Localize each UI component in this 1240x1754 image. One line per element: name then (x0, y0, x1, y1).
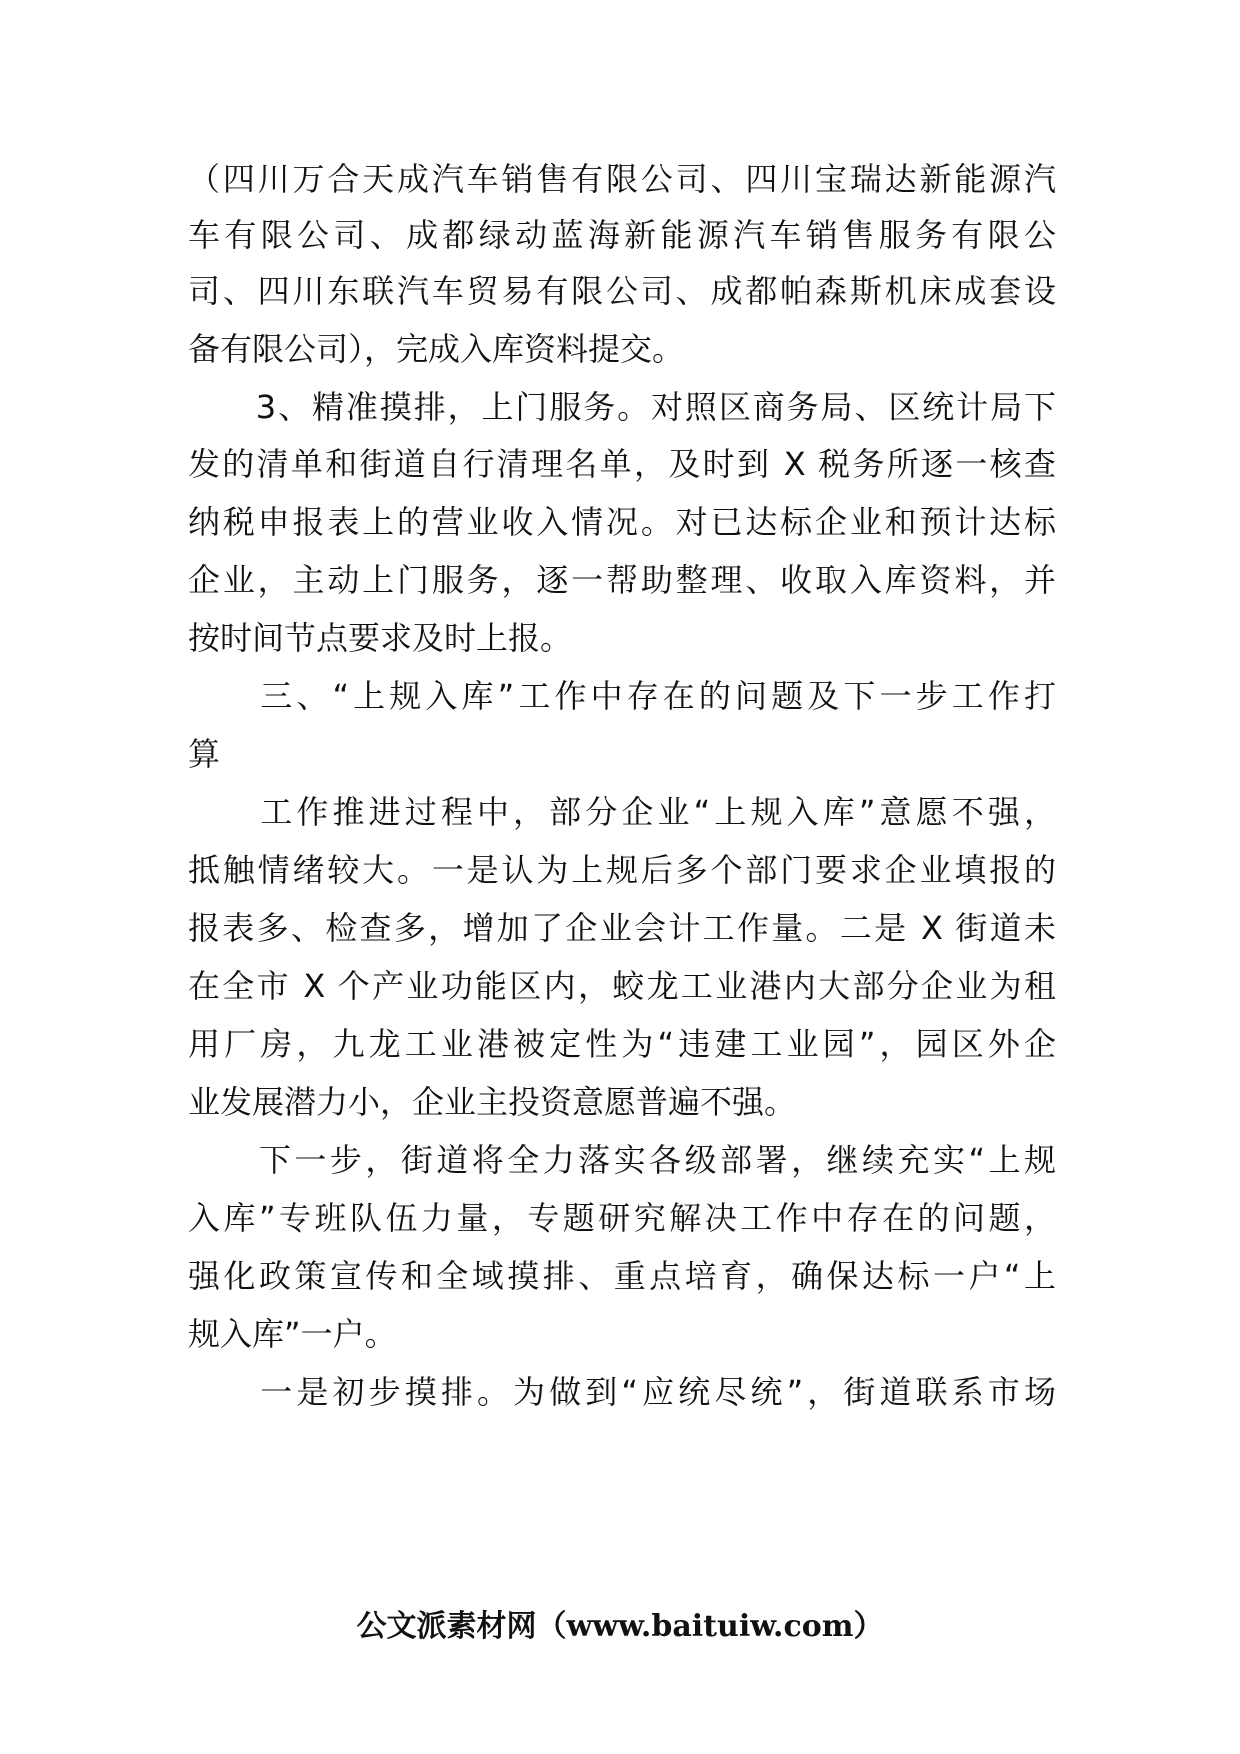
section-heading-line: 算 (188, 735, 221, 773)
text-line: 企业，主动上门服务，逐一帮助整理、收取入库资料，并 (188, 561, 1056, 599)
footer-watermark: 公文派素材网（www.baituiw.com） (356, 1609, 884, 1644)
text-line: 在全市 X 个产业功能区内，蛟龙工业港内大部分企业为租 (188, 967, 1056, 1005)
text-line: 备有限公司），完成入库资料提交。 (188, 330, 685, 368)
text-line: 按时间节点要求及时上报。 (188, 619, 573, 657)
text-line: 司、四川东联汽车贸易有限公司、成都帕森斯机床成套设 (188, 272, 1056, 310)
text-line: 一是初步摸排。为做到“应统尽统”，街道联系市场 (188, 1373, 1056, 1411)
text-line: （四川万合天成汽车销售有限公司、四川宝瑞达新能源汽 (188, 160, 1056, 198)
text-line: 抵触情绪较大。一是认为上规后多个部门要求企业填报的 (188, 851, 1056, 889)
text-line: 工作推进过程中，部分企业“上规入库”意愿不强， (188, 793, 1056, 831)
text-line: 报表多、检查多，增加了企业会计工作量。二是 X 街道未 (188, 909, 1056, 947)
text-line: 用厂房，九龙工业港被定性为“违建工业园”，园区外企 (188, 1025, 1056, 1063)
text-line: 规入库”一户。 (188, 1315, 397, 1353)
text-line: 车有限公司、成都绿动蓝海新能源汽车销售服务有限公 (188, 216, 1056, 254)
text-line: 纳税申报表上的营业收入情况。对已达标企业和预计达标 (188, 503, 1056, 541)
text-line: 3、精准摸排，上门服务。对照区商务局、区统计局下 (188, 388, 1056, 426)
section-heading-line: 三、“上规入库”工作中存在的问题及下一步工作打 (188, 677, 1056, 715)
text-line: 业发展潜力小，企业主投资意愿普遍不强。 (188, 1083, 797, 1121)
text-line: 发的清单和街道自行清理名单，及时到 X 税务所逐一核查 (188, 445, 1056, 483)
text-line: 下一步，街道将全力落实各级部署，继续充实“上规 (188, 1141, 1056, 1179)
text-line: 入库”专班队伍力量，专题研究解决工作中存在的问题， (188, 1199, 1056, 1237)
text-line: 强化政策宣传和全域摸排、重点培育，确保达标一户“上 (188, 1257, 1056, 1295)
